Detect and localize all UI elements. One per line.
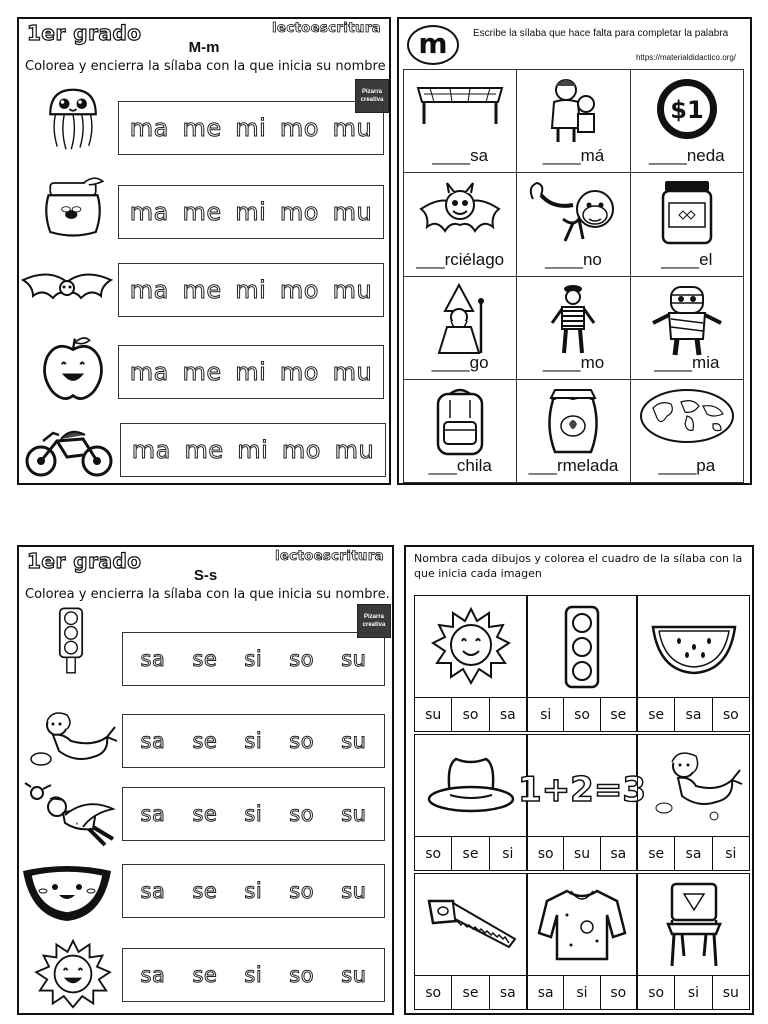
wizard-icon [425,283,495,357]
syllable-option[interactable]: su [341,729,367,753]
hat-icon [426,751,516,821]
syllable-option[interactable]: sa [140,879,166,903]
syllable-option[interactable]: mi [235,358,267,386]
syllable-option[interactable]: si [725,845,737,862]
grade-label: 1er grado [27,21,142,45]
saw-icon [423,893,519,957]
word-cell [404,277,517,380]
word-cell [631,277,744,380]
syllable-option[interactable]: se [192,802,218,826]
syllable-option[interactable]: si [244,879,263,903]
s-cards-worksheet [404,545,754,1015]
syllable-option[interactable]: so [638,976,675,1009]
syllable-option[interactable]: mu [332,276,373,304]
syllable-option[interactable]: se [638,698,675,731]
syllable-option[interactable]: sa [140,963,166,987]
syllable-card [637,873,750,1010]
word-blank[interactable]: ____má [542,146,605,166]
syllable-option[interactable]: me [182,198,222,226]
mummy-icon [649,283,725,357]
syllable-option[interactable]: mu [334,436,375,464]
monkey-icon [523,179,623,249]
word-cell [517,173,630,276]
syllable-card [527,873,637,1010]
syllable-row-5 [120,423,386,477]
mermaid-icon [644,746,744,826]
mermaid-icon [23,707,119,777]
word-blank[interactable]: ____pa [658,456,716,475]
syllable-option[interactable]: si [244,802,263,826]
syllable-row-3 [122,787,385,841]
word-cell [631,380,744,483]
syllable-option[interactable]: ma [129,114,169,142]
syllable-option[interactable]: se [192,647,218,671]
syllable-option[interactable]: su [341,802,367,826]
syllable-option[interactable]: so [452,698,489,731]
syllable-option[interactable]: si [528,698,564,731]
syllable-row-4 [118,345,384,399]
s-syllable-worksheet [17,545,394,1015]
syllable-option[interactable]: su [415,698,452,731]
syllable-option[interactable]: su [341,879,367,903]
syllable-row-1 [118,101,384,155]
syllable-option[interactable]: me [182,276,222,304]
syllable-option[interactable]: mi [235,276,267,304]
chair-icon [662,880,726,970]
syllable-option[interactable]: so [415,837,452,870]
honey-jar-icon [657,179,717,247]
table-icon [410,76,510,136]
instruction-text: Colorea y encierra la sílaba con la que inicia su nombre [25,59,386,74]
syllable-option[interactable]: su [341,963,367,987]
syllable-card [414,873,527,1010]
backpack-icon [428,386,492,458]
syllable-option[interactable]: mo [279,198,319,226]
coin-icon [654,76,720,142]
jellyfish-icon [25,81,121,151]
syllable-option[interactable]: so [289,647,315,671]
apple-icon [25,333,121,403]
source-url: https://materialdidactico.org/ [635,53,736,62]
syllable-card [518,734,646,871]
syllable-option[interactable]: si [244,963,263,987]
word-blank[interactable]: ___rmelada [528,456,619,475]
brand-logo: lectoescritura [272,21,381,36]
syllable-option[interactable]: so [610,984,627,1001]
syllable-option[interactable]: sa [675,698,712,731]
syllable-option[interactable]: so [289,729,315,753]
pizarra-creativa-badge: Pizarra creativa [357,604,391,638]
syllable-row-2 [118,185,384,239]
word-cell [517,277,630,380]
sun-icon [25,939,121,1009]
syllable-option[interactable]: si [675,976,712,1009]
traffic-light-icon [562,605,602,689]
world-map-icon [637,386,737,446]
letter-title: S-s [193,567,218,584]
syllable-card [637,595,750,732]
instruction-text: Colorea y encierra la sílaba con la que inicia su nombre. [25,587,390,602]
word-blank[interactable]: ___rciélago [416,249,505,269]
syllable-option[interactable]: mi [235,198,267,226]
syllable-option[interactable]: se [192,729,218,753]
syllable-option[interactable]: su [722,984,739,1001]
bat-icon [415,179,505,245]
syllable-option[interactable]: si [502,845,514,862]
syllable-option[interactable]: sa [499,706,516,723]
syllable-option[interactable]: me [182,358,222,386]
word-cell [404,173,517,276]
syllable-option[interactable]: so [722,706,739,723]
syllable-option[interactable]: ma [129,276,169,304]
syllable-option[interactable]: sa [140,802,166,826]
syllable-row-4 [122,864,385,918]
syllable-option[interactable]: so [528,837,564,870]
syllable-option[interactable]: mo [279,358,319,386]
math-sum-icon [518,751,646,821]
word-cell [631,70,744,173]
syllable-option[interactable]: so [289,802,315,826]
syllable-row-3 [118,263,384,317]
syllable-card [414,734,527,871]
word-cell [517,70,630,173]
syllable-option[interactable]: sa [528,976,564,1009]
watermelon-icon [649,617,739,677]
syllable-option[interactable]: so [289,879,315,903]
word-blank[interactable]: ____sa [432,146,489,166]
word-grid [403,69,744,483]
letter-title: M-m [188,39,220,56]
syllable-option[interactable]: ma [131,436,171,464]
syllable-option[interactable]: mu [332,358,373,386]
syllable-option[interactable]: su [341,647,367,671]
motorcycle-icon [21,411,117,481]
sun-icon [431,607,511,687]
syllable-option[interactable]: mo [281,436,321,464]
syllable-option[interactable]: si [564,976,600,1009]
syllable-card [637,734,750,871]
word-blank[interactable]: ____no [545,249,602,269]
word-blank[interactable]: ____el [661,249,713,269]
syllable-option[interactable]: me [184,436,224,464]
syllable-card [414,595,527,732]
syllable-option[interactable]: se [192,879,218,903]
honey-jar-icon [25,169,121,239]
bat-icon [19,255,115,325]
syllable-option[interactable]: so [564,698,600,731]
syllable-option[interactable]: ma [129,358,169,386]
instruction-text: Escribe la sílaba que hace falta para completar la palabra [473,28,729,39]
syllable-card [527,595,637,732]
syllable-option[interactable]: so [415,976,452,1009]
instruction-text: Nombra cada dibujos y colorea el cuadro de la sílaba con la que inicia cada imagen [414,552,743,580]
traffic-light-icon [23,607,119,677]
syllable-row-1 [122,632,385,686]
word-cell [404,70,517,173]
syllable-option[interactable]: se [638,837,675,870]
mime-icon [548,283,598,357]
word-blank[interactable]: ____mo [542,352,605,372]
syllable-option[interactable]: mi [237,436,269,464]
syllable-option[interactable]: sa [499,984,516,1001]
sweater-icon [537,885,627,965]
syllable-option[interactable]: sa [140,647,166,671]
word-blank[interactable]: ___chila [428,456,492,475]
word-blank[interactable]: ____mia [654,352,720,372]
syllable-option[interactable]: se [192,963,218,987]
svg-text:$1: $1 [670,96,704,124]
syllable-option[interactable]: mo [279,276,319,304]
grade-label: 1er grado [27,549,142,573]
syllable-option[interactable]: se [452,976,489,1009]
pizarra-creativa-badge: Pizarra creativa [355,79,389,113]
syllable-option[interactable]: me [182,114,222,142]
brand-logo: lectoescritura [275,549,384,564]
word-cell [404,380,517,483]
m-syllable-worksheet [17,17,391,485]
syllable-row-5 [122,948,385,1002]
syllable-option[interactable]: mu [332,198,373,226]
syllable-option[interactable]: se [610,706,627,723]
syllable-option[interactable]: se [452,837,489,870]
mother-child-icon [538,76,608,146]
syllable-option[interactable]: su [564,837,600,870]
syllable-option[interactable]: sa [140,729,166,753]
m-words-worksheet [397,17,752,485]
svg-text:1+2=3: 1+2=3 [518,769,646,810]
syllable-option[interactable]: sa [675,837,712,870]
letter-circle: m [407,25,459,65]
word-blank[interactable]: ____neda [649,146,725,166]
watermelon-icon [19,857,115,927]
syllable-row-2 [122,714,385,768]
word-cell [517,380,630,483]
jam-jar-icon [541,386,605,458]
syllable-option[interactable]: si [244,729,263,753]
syllable-option[interactable]: mo [279,114,319,142]
syllable-option[interactable]: si [244,647,263,671]
syllable-option[interactable]: mu [332,114,373,142]
syllable-option[interactable]: so [289,963,315,987]
syllable-option[interactable]: ma [129,198,169,226]
syllable-option[interactable]: mi [235,114,267,142]
superhero-icon [23,783,119,853]
syllable-option[interactable]: sa [610,845,627,862]
word-cell [631,173,744,276]
word-blank[interactable]: ____go [431,352,489,372]
